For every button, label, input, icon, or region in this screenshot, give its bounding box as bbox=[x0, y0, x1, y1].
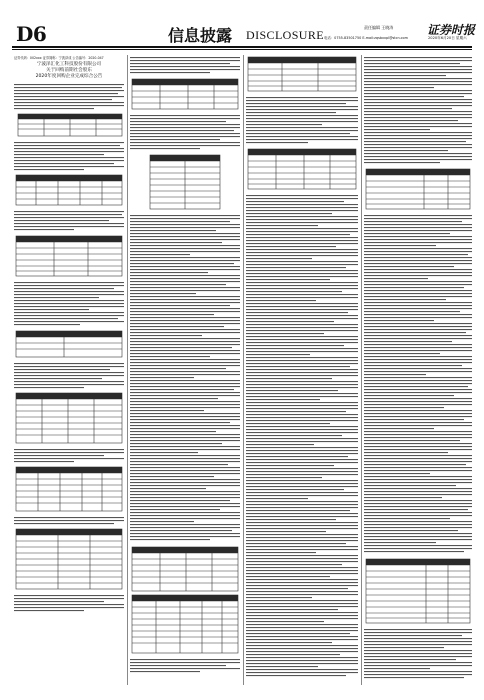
section-title-en: DISCLOSURE bbox=[246, 28, 325, 42]
contact-line: 电话：0755-83501750 E-mail:zqsbxxpl@stcn.com bbox=[324, 36, 408, 40]
announcement-code-line: 证券代码：002xxx 证券简称：宁波泽成 公告编号：2020-047 bbox=[14, 56, 104, 60]
col2-text-blocks bbox=[130, 55, 240, 685]
column-4 bbox=[364, 55, 472, 685]
page-number: D6 bbox=[16, 22, 47, 46]
column-divider bbox=[361, 55, 362, 685]
issue-date: 2020年6月20日 星期六 bbox=[428, 36, 467, 40]
column-2 bbox=[130, 55, 240, 685]
editor-line: 责任编辑 王晓涛 bbox=[364, 25, 394, 30]
section-title: 信息披露 bbox=[168, 26, 233, 45]
column-divider bbox=[127, 55, 128, 685]
col1-body bbox=[14, 80, 124, 624]
announcement-subtitle: 2020年度回购企业完成综合公告 bbox=[35, 74, 103, 79]
masthead-rule-thin bbox=[12, 49, 472, 50]
page-columns bbox=[14, 55, 472, 685]
newspaper-logo: 证券时报 bbox=[427, 23, 476, 37]
announcement-heading bbox=[14, 62, 124, 80]
col1-text-blocks bbox=[14, 80, 124, 620]
announcement-title: 关于回购前期社会股东 bbox=[46, 68, 92, 73]
column-3 bbox=[246, 55, 358, 685]
announcement-company: 宁波泽汇化工科技股份有限公司 bbox=[36, 62, 102, 67]
col3-text-blocks bbox=[246, 55, 358, 685]
column-1 bbox=[14, 55, 124, 685]
column-divider bbox=[243, 55, 244, 685]
masthead bbox=[12, 20, 476, 46]
masthead-rule bbox=[12, 46, 472, 48]
col4-text-blocks bbox=[364, 55, 472, 685]
